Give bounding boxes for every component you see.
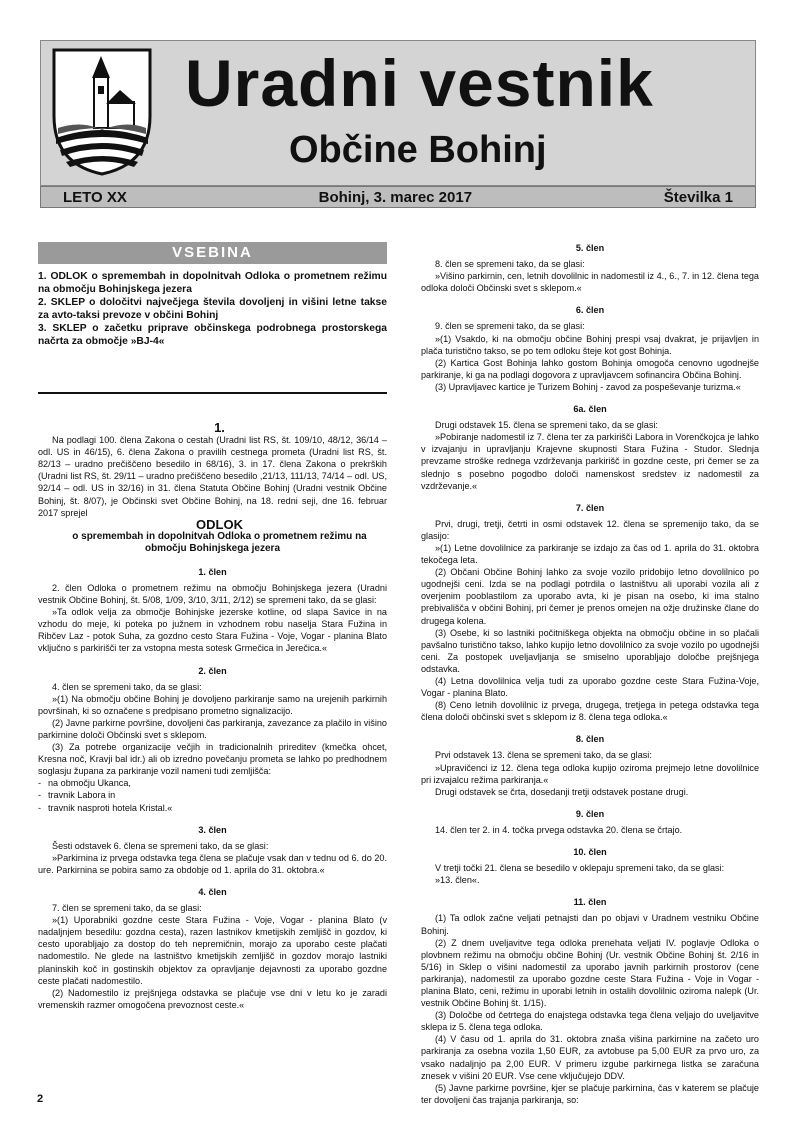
paragraph: »(1) Letne dovolilnice za parkiranje se izdajo za čas od 1. aprila do 31. oktobra tekočega leta. bbox=[421, 542, 759, 566]
paragraph: »(1) Na območju občine Bohinj je dovoljeno parkiranje samo na urejenih parkirnih površinah, ki so označene s predpisano prometno signalizacijo. bbox=[38, 693, 387, 716]
page-number: 2 bbox=[37, 1093, 44, 1105]
paragraph: »Ta odlok velja za območje Bohinjske jezerske kotline, od slapa Savice in na vzhodu do meje, ki poteka po južnem in vzhodnem robu naselja Stara Fužina in Ribčev Laz - potok Suha, za gozdno cesto Stara Fužina - Voje, Vogar - planina Blato vključno s parkirišči ter za vstopna mesta sotesk Grmečica in Jerečica.« bbox=[38, 607, 387, 654]
year-label: LETO XX bbox=[63, 188, 127, 206]
paragraph: »(1) Uporabniki gozdne ceste Stara Fužina - Voje, Vogar - planina Blato (v nadaljnjem besedilu: gozdna cesta), razen lastnikov kmetijskih zemljišč in gozdov, ki cesto uporabljajo za dostop do teh nepremičnin, morajo za uporabo ceste plačati nadomestilo. Ne glede na lastništvo kmetijskih zemljišč in gozdov morajo lastniki planinskih koč in gostinskih objektov za opravljanje dejavnosti za uporabo gozdne ceste plačati nadomestilo. bbox=[38, 915, 387, 986]
article-heading: 4. člen bbox=[198, 887, 227, 897]
toc-item[interactable]: 3. SKLEP o začetku priprave občinskega podrobnega prostorskega načrta za območje »BJ-4« bbox=[38, 323, 387, 347]
paragraph: Drugi odstavek se črta, dosedanji tretji odstavek postane drugi. bbox=[435, 786, 689, 797]
issue-date: Bohinj, 3. marec 2017 bbox=[318, 188, 473, 206]
paragraph: (3) Osebe, ki so lastniki počitniškega objekta na območju občine in so plačali pavšalno turistično takso, lahko kupijo letno dovolilnico za svoje vozilo po ugodnejši ceni. Za postopek uveljavljanja se smiselno uporabljajo določbe prejšnjega odstavka. bbox=[421, 627, 759, 674]
article-heading: 11. člen bbox=[573, 897, 607, 908]
document-number: 1. bbox=[214, 420, 225, 435]
article-heading: 6. člen bbox=[575, 305, 605, 316]
article-heading: 8. člen bbox=[575, 734, 605, 745]
paragraph: Prvi, drugi, tretji, četrti in osmi odstavek 12. člena se spremenijo tako, da se glasijo: bbox=[421, 518, 759, 541]
paragraph: (3) Za potrebe organizacije večjih in tradicionalnih prireditev (kmečka ohcet, Kresna noč, Kravji bal idr.) ali ob izredno povečanju prometa se lahko po predhodnem soglasju župana za parkiranje vozil nameni tudi zemljišča: bbox=[38, 742, 387, 777]
masthead bbox=[40, 40, 756, 208]
paragraph: 9. člen se spremeni tako, da se glasi: bbox=[435, 321, 585, 332]
newspaper-title: Uradni vestnik bbox=[185, 46, 654, 120]
contents-heading: VSEBINA bbox=[38, 242, 387, 264]
paragraph: 14. člen ter 2. in 4. točka prvega odstavka 20. člena se črtajo. bbox=[435, 824, 683, 835]
paragraph: Šesti odstavek 6. člena se spremeni tako, da se glasi: bbox=[52, 840, 269, 851]
section-divider bbox=[38, 392, 387, 394]
document-subtitle: o spremembah in dopolnitvah Odloka o prometnem režimu na območju Bohinjskega jezera bbox=[72, 530, 367, 555]
paragraph: (8) Ceno letnih dovolilnic iz prvega, drugega, tretjega in petega odstavka tega člena določi občinski svet s sklepom iz 8. člena tega odloka.« bbox=[421, 700, 759, 723]
table-of-contents bbox=[38, 270, 387, 348]
paragraph: V tretji točki 21. člena se besedilo v oklepaju spremeni tako, da se glasi: bbox=[435, 863, 725, 874]
paragraph: 2. člen Odloka o prometnem režimu na območju Bohinjskega jezera (Uradni vestnik Občine Bohinj, št. 5/08, 1/09, 3/10, 3/11, 2/12) se spremeni tako, da se glasi: bbox=[38, 582, 387, 606]
paragraph: (2) Kartica Gost Bohinja lahko gostom Bohinja omogoča cenovno ugodnejše parkiranje, ki ga na podlagi dogovora z upravljavcem sofinancira Občina Bohinj. bbox=[421, 357, 759, 380]
preamble: Na podlagi 100. člena Zakona o cestah (Uradni list RS, št. 109/10, 48/12, 36/14 – odl. US in 46/15), 6. člena Zakona o pravilih cestnega prometa (Uradni list RS, št. 82/13 – uradno prečiščeno besedilo in 68/16), 3. in 17. člena Zakona o prekrških (Uradni list RS, št. 29/11 – uradno prečiščeno besedilo ,21/13, 111/13, 74/14 – odl. US, 92/14 – odl. US in 32/16) in 31. člena Statuta Občine Bohinj (Uradni vestnik Občine Bohinj, št. 8/07), je Občinski svet Občine Bohinj, na 18. redni seji, dne 16. februar 2017 sprejel bbox=[38, 435, 387, 518]
paragraph: (2) Z dnem uveljavitve tega odloka prenehata veljati IV. poglavje Odloka o plovbnem režimu na območju občine Bohinj (Ur. vestnik Občine Bohinj št. 2/16 in 5/16) in Sklep o višini nadomestil za uporabo javnih parkirnih prostorov (cene parkiranja), nadomestil za uporabo gozdne ceste Stara Fužina - Voje in Vogar - planina Blato, ceni, režimu in uporabi letnih in ostalih dovolilnic oziroma nalepk (Ur. vestnik Občine Bohinj št. 1/15). bbox=[421, 937, 759, 1009]
paragraph: (3) Upravljavec kartice je Turizem Bohinj - zavod za pospeševanje turizma.« bbox=[435, 381, 741, 392]
document-title: ODLOK bbox=[196, 516, 243, 532]
paragraph: »Parkirnina iz prvega odstavka tega člena se plačuje vsak dan v tednu od 6. do 20. ure. Parkirnina se pobira samo za obdobje od 1. aprila do 31. oktobra.« bbox=[38, 852, 387, 875]
paragraph: (1) Ta odlok začne veljati petnajsti dan po objavi v Uradnem vestniku Občine Bohinj. bbox=[421, 913, 759, 936]
article-heading: 6a. člen bbox=[573, 404, 607, 415]
article-heading: 7. člen bbox=[575, 502, 605, 513]
list-item: - travnik Labora in bbox=[38, 789, 387, 801]
paragraph: (4) Letna dovolilnica velja tudi za uporabo gozdne ceste Stara Fužina-Voje, Vogar - planina Blato. bbox=[421, 676, 759, 699]
paragraph: (2) Nadomestilo iz prejšnjega odstavka se plačuje vse dni v letu ko je zaradi vremenskih razmer omogočena prevoznost ceste.« bbox=[38, 987, 387, 1010]
list-item: - na območju Ukanca, bbox=[38, 777, 387, 789]
left-column bbox=[38, 242, 387, 1011]
list-item: - travnik nasproti hotela Kristal.« bbox=[38, 802, 387, 814]
paragraph: 4. člen se spremeni tako, da se glasi: bbox=[52, 681, 202, 692]
masthead-info-bar bbox=[40, 186, 756, 208]
article-heading: 5. člen bbox=[575, 243, 605, 253]
article-heading: 9. člen bbox=[575, 808, 605, 819]
location-list bbox=[38, 777, 387, 813]
article-heading: 2. člen bbox=[198, 665, 227, 676]
paragraph: »13. člen«. bbox=[435, 875, 480, 886]
paragraph: (3) Določbe od četrtega do enajstega odstavka tega člena veljajo do uveljavitve sklepa iz 5. člena tega odloka. bbox=[421, 1010, 759, 1033]
article-heading: 3. člen bbox=[198, 824, 227, 835]
paragraph: (4) V času od 1. aprila do 31. oktobra znaša višina parkirnine na začeto uro parkiranja za osebna vozila 1,50 EUR, za avtobuse pa 5,00 EUR za prvo uro, za vsako nadaljnjo pa 2,00 EUR. V primeru izgube parkirnega listka se zaračuna znesek v višini 20 EUR. Vse cene vključujejo DDV. bbox=[421, 1034, 759, 1081]
paragraph: Drugi odstavek 15. člena se spremeni tako, da se glasi: bbox=[435, 420, 658, 431]
paragraph: Prvi odstavek 13. člena se spremeni tako, da se glasi: bbox=[435, 750, 652, 761]
issue-number: Številka 1 bbox=[663, 188, 733, 206]
paragraph: 8. člen se spremeni tako, da se glasi: bbox=[435, 259, 585, 270]
toc-item[interactable]: 1. ODLOK o spremembah in dopolnitvah Odloka o prometnem režimu na območju Bohinjskega jezera bbox=[38, 271, 387, 295]
toc-item[interactable]: 2. SKLEP o določitvi največjega števila dovoljenj in višini letne takse za avto-taksi prevoze v občini Bohinj bbox=[38, 297, 387, 321]
paragraph: »(1) Vsakdo, ki na območju občine Bohinj prespi vsaj dvakrat, je prijavljen in plača turistično takso, se po tem odloku šteje kot gost Bohinja. bbox=[421, 333, 759, 356]
paragraph: 7. člen se spremeni tako, da se glasi: bbox=[52, 903, 202, 914]
paragraph: (5) Javne parkirne površine, kjer se plačuje parkirnina, čas v katerem se plačuje ter dovoljeni čas trajanja parkiranja, so: bbox=[421, 1082, 759, 1105]
bohinj-coat-of-arms-logo bbox=[42, 46, 162, 178]
paragraph: »Višino parkirnin, cen, letnih dovolilnic in nadomestil iz 4., 6., 7. in 12. člena tega odloka določi Občinski svet s sklepom.« bbox=[421, 271, 759, 294]
paragraph: »Pobiranje nadomestil iz 7. člena ter za parkirišči Labora in Vorenčkojca je lahko v izvajanju in upravljanju Krajevne skupnosti Stara Fužina - Studor. Slednja prevzame stroške rednega vzdrževanja parkirišč in gozdne ceste, pri čemer se za slednjo s posebno pogodbo določi namenskost sredstev iz nadomestil za vzdrževanje.« bbox=[421, 432, 759, 491]
paragraph: (2) Javne parkirne površine, dovoljeni čas parkiranja, zavezance za plačilo in višino parkirnine določi Občinski svet s sklepom. bbox=[38, 717, 387, 740]
article-heading: 1. člen bbox=[198, 566, 227, 577]
article-heading: 10. člen bbox=[573, 847, 607, 858]
right-column bbox=[421, 242, 759, 1106]
paragraph: (2) Občani Občine Bohinj lahko za svoje vozilo pridobijo letno dovolilnico po ugodnejši ceni. Izda se na podlagi potrdila o lastništvu ali uporabi vozila ali z overjenim pooblastilom za uporabo avta, ki je pisan na osebo, ki ima stalno prebivališča v občini Bohinj, pri čemer je prenos omejen na ožje družinske člane do drugega kolena. bbox=[421, 567, 759, 626]
newspaper-subtitle: Občine Bohinj bbox=[289, 129, 547, 171]
paragraph: »Upravičenci iz 12. člena tega odloka kupijo oziroma prejmejo letne dovolilnice pri izvajalcu režima parkiranja.« bbox=[421, 762, 759, 785]
